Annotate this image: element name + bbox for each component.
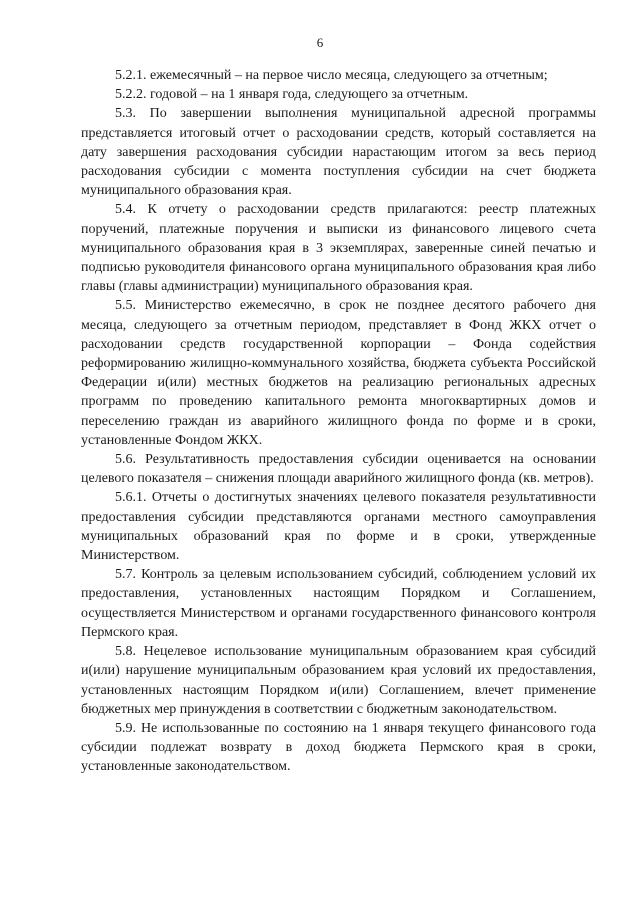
- paragraph-5-6-1: 5.6.1. Отчеты о достигнутых значениях целевого показателя результативности предоставления субсидии представляются органами местного самоуправления муниципальных образований края по форме и в сроки, утвержденные Министерством.: [81, 490, 596, 564]
- paragraph-5-4: 5.4. К отчету о расходовании средств прилагаются: реестр платежных поручений, платежные поручения и выписки из финансового лицевого счета муниципального образования края в 3 экземплярах, заверенные синей печатью и подписью руководителя финансового органа муниципального образования края либо главы (главы администрации) муниципального образования края.: [81, 202, 596, 295]
- paragraph-5-8: 5.8. Нецелевое использование муниципальным образованием края субсидий и(или) нарушение муниципальным образованием края условий их предоставления, установленных настоящим Порядком и(или) Соглашением, влечет применение бюджетных мер принуждения в соответствии с бюджетным законодательством.: [81, 644, 596, 717]
- paragraph-5-5: 5.5. Министерство ежемесячно, в срок не позднее десятого рабочего дня месяца, следующего за отчетным периодом, представляет в Фонд ЖКХ отчет о расходовании средств государственной корпорации – Фонда содействия реформированию жилищно-коммунального хозяйства, бюджета субъекта Российской Федерации и(или) местных бюджетов на реализацию региональных адресных программ по проведению капитального ремонта многоквартирных домов и переселению граждан из аварийного жилищного фонда по форме и в сроки, установленные Фондом ЖКХ.: [81, 298, 596, 448]
- paragraph-5-9: 5.9. Не использованные по состоянию на 1 января текущего финансового года субсидии подлежат возврату в доход бюджета Пермского края в сроки, установленные законодательством.: [81, 720, 596, 775]
- paragraph-5-2-1: 5.2.1. ежемесячный – на первое число месяца, следующего за отчетным;: [115, 68, 548, 83]
- paragraph-5-3: 5.3. По завершении выполнения муниципальной адресной программы представляется итоговый отчет о расходовании средств, который составляется на дату завершения расходования субсидии нарастающим итогом за весь период расходования субсидии с момента поступления субсидии на счет бюджета муниципального образования края.: [81, 106, 596, 199]
- paragraph-5-7: 5.7. Контроль за целевым использованием субсидий, соблюдением условий их предоставления, установленных настоящим Порядком и Соглашением, осуществляется Министерством и органами государственного финансового контроля Пермского края.: [81, 567, 596, 640]
- page-number: 6: [316, 35, 324, 50]
- document-body: [81, 66, 596, 777]
- paragraph-5-2-2: 5.2.2. годовой – на 1 января года, следующего за отчетным.: [115, 87, 469, 103]
- paragraph-5-6: 5.6. Результативность предоставления субсидии оценивается на основании целевого показателя – снижения площади аварийного жилищного фонда (кв. метров).: [81, 452, 596, 487]
